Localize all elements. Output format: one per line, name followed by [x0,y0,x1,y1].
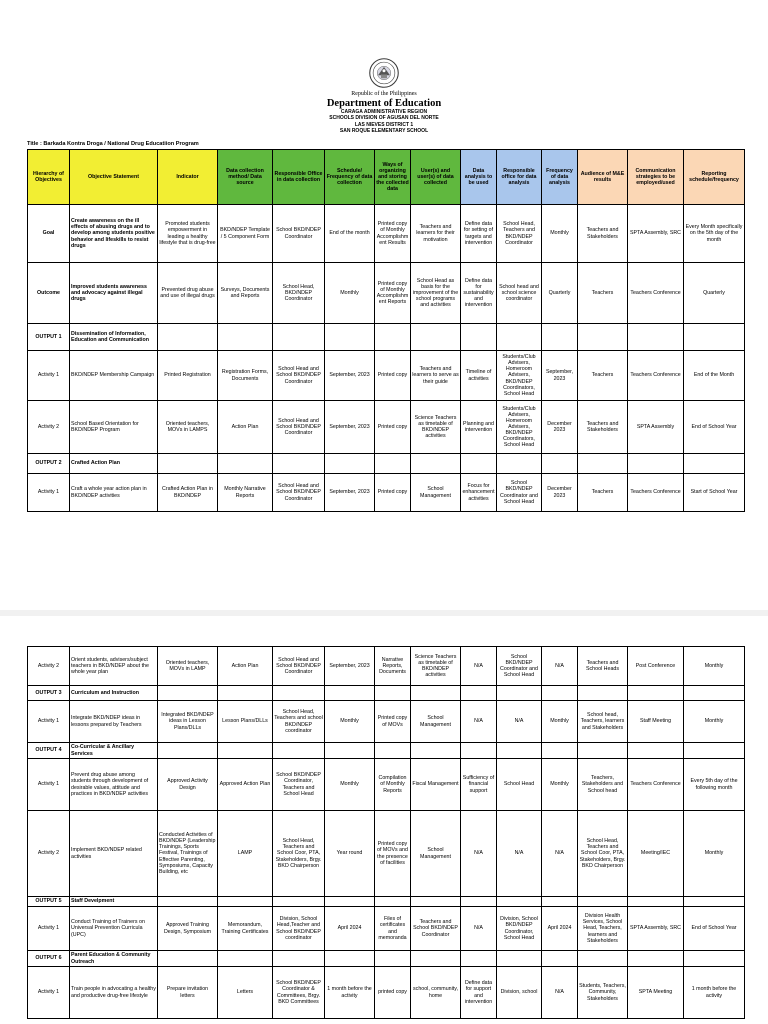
table-cell: Crafted Action Plan [70,454,158,474]
table-cell: Oriented teachers, MOVs in LAMPS [158,401,218,454]
table-cell: School Head, Teachers and school BKD/NDEP coordinator [273,701,325,743]
table-cell: Activity 2 [28,647,70,686]
table-cell [684,897,745,907]
column-header: User(s) and user(s) of data collected [411,150,461,205]
table-cell: Promoted students empowerment in leading a healthy lifestyle that is drug-free [158,205,218,263]
table-cell [497,743,542,759]
table-cell [578,743,628,759]
table-cell [461,686,497,701]
column-header: Data analysis to be used [461,150,497,205]
table-cell: School Head and School BKD/NDEP Coordinator [273,401,325,454]
table-cell: Teachers and learners for their motivation [411,205,461,263]
table-cell: 1 month before the activity [325,967,375,1019]
table-cell: Curriculum and Instruction [70,686,158,701]
table-cell: Memorandum, Training Certificates [218,907,273,951]
table-cell: 1 month before the activity [684,967,745,1019]
district-name: LAS NIEVES DISTRICT 1 [354,121,414,128]
column-header: Communication strategies to be employed/used [628,150,684,205]
table-cell: Approved Training Design, Symposium [158,907,218,951]
table-cell [411,897,461,907]
table-cell: School Management [411,811,461,897]
table-cell: Action Plan [218,647,273,686]
table-cell [375,454,411,474]
table-cell [375,686,411,701]
table-cell: N/A [461,811,497,897]
table-cell: School BKD/NDEP Coordinator and School Head [497,647,542,686]
table-cell: Teachers [578,351,628,401]
table-cell: Division, School BKD/NDEP Coordinator, School Head [497,907,542,951]
table-cell: LAMP [218,811,273,897]
table-cell [578,686,628,701]
table-cell: Post Conference [628,647,684,686]
table-cell [684,324,745,351]
table-cell [461,743,497,759]
table-cell: Narrative Reports, Documents [375,647,411,686]
table-cell: Activity 1 [28,907,70,951]
table-cell [684,686,745,701]
table-row [28,647,745,686]
table-cell [375,897,411,907]
table-row [28,474,745,512]
table-cell: December 2023 [542,474,578,512]
table-row [28,967,745,1019]
table-cell [684,743,745,759]
table-cell: Teachers [578,474,628,512]
table-cell: Activity 1 [28,759,70,811]
me-plan-table [27,149,745,512]
table-cell: April 2024 [325,907,375,951]
table-cell [542,324,578,351]
table-cell: Quarterly [542,263,578,324]
table-cell: Sufficiency of financial support [461,759,497,811]
table-cell: Start of School Year [684,474,745,512]
table-cell: Teachers Conference [628,759,684,811]
table-cell [158,324,218,351]
table-cell: Year round [325,811,375,897]
table-cell: School Head, Teachers and BKD/NDEP Coordinator [497,205,542,263]
table-cell: School Management [411,701,461,743]
table-cell: September, 2023 [325,401,375,454]
table-cell: School Head as basis for the improvement of the school programs and activities [411,263,461,324]
table-cell: Division, School Head,Teacher and School BKD/NDEP coordinator [273,907,325,951]
table-cell: Meeting/IEC [628,811,684,897]
table-cell [461,951,497,967]
table-cell: N/A [497,701,542,743]
table-cell: OUTPUT 3 [28,686,70,701]
output-row [28,324,745,351]
table-cell: School head and school science coordinator [497,263,542,324]
table-cell: School Head and School BKD/NDEP Coordinator [273,647,325,686]
table-cell: Monthly [684,811,745,897]
table-cell: Monthly [684,701,745,743]
table-cell: September, 2023 [542,351,578,401]
table-cell: Crafted Action Plan in BKD/NDEP [158,474,218,512]
table-cell [273,951,325,967]
table-cell: Conducted Activities of BKD/NDEP (Leadership Trainings, Sports Festival, Trainings of Effective Parenting, Symposiums, Capacity Building, etc [158,811,218,897]
table-cell: Teachers and School Heads [578,647,628,686]
table-cell: Division, school [497,967,542,1019]
table-cell [497,454,542,474]
table-cell [628,686,684,701]
column-header: Objective Statement [70,150,158,205]
table-cell [158,743,218,759]
table-cell: Teachers and School BKD/NDEP Coordinator [411,907,461,951]
table-cell [325,686,375,701]
table-cell [461,897,497,907]
table-cell: School Based Orientation for BKD/NDEP Program [70,401,158,454]
table-cell: Printed copy of Monthly Accomplishm ent Results [375,205,411,263]
table-cell: Staff Develpment [70,897,158,907]
table-cell: Registration Forms, Documents [218,351,273,401]
table-cell: OUTPUT 4 [28,743,70,759]
table-cell [218,951,273,967]
table-row [28,351,745,401]
me-plan-table-continued [27,646,745,1019]
document-page-2 [0,616,768,1024]
table-cell [411,743,461,759]
table-cell [542,743,578,759]
table-cell [273,743,325,759]
table-cell: SPTA Assembly, SRC [628,907,684,951]
table-cell [578,951,628,967]
table-cell: Monthly [325,701,375,743]
output-row [28,454,745,474]
table-cell: Timeline of activities [461,351,497,401]
table-cell: School BKD/NDEP Coordinator [273,205,325,263]
output-row [28,951,745,967]
table-cell [542,951,578,967]
table-cell: Every 5th day of the following month [684,759,745,811]
table-cell: Orient students, advisers/subject teachers in BKD/NDEP about the whole year plan [70,647,158,686]
table-cell: End of the month [325,205,375,263]
table-cell: Monthly [325,263,375,324]
table-cell: Letters [218,967,273,1019]
table-cell: Define data for support and intervention [461,967,497,1019]
table-cell: Monthly [542,759,578,811]
table-cell: Science Teachers as timetable of BKD/NDEP activities [411,401,461,454]
table-cell: Printed copy of MOVs and the presence of facilities [375,811,411,897]
output-row [28,686,745,701]
table-cell [325,897,375,907]
table-cell [158,951,218,967]
table-cell [628,743,684,759]
table-cell: BKD/NDEP Membership Campaign [70,351,158,401]
table-cell: Activity 2 [28,811,70,897]
table-cell: N/A [542,967,578,1019]
table-cell: Activity 1 [28,351,70,401]
deped-seal-icon [369,58,399,88]
table-cell: Activity 2 [28,401,70,454]
table-cell: School Head and School BKD/NDEP Coordinator [273,351,325,401]
table-cell: Printed copy [375,474,411,512]
table-cell [273,454,325,474]
column-header: Audience of M&E results [578,150,628,205]
table-cell: Printed Registration [158,351,218,401]
table-cell [542,686,578,701]
table-cell: Co-Curricular & Ancillary Services [70,743,158,759]
table-cell: School BKD/NDEP Coordinator and School Head [497,474,542,512]
table-cell: Teachers [578,263,628,324]
region-name: CARAGA ADMINISTRATIVE REGION [340,109,428,115]
table-cell [325,743,375,759]
table-cell: Dissemination of Information, Education and Communication [70,324,158,351]
table-cell: Focus for enhancement activities [461,474,497,512]
table-cell: September, 2023 [325,351,375,401]
table-row [28,759,745,811]
column-header: Hierarchy of Objectives [28,150,70,205]
table-cell: Science Teachers as timetable of BKD/NDEP activities [411,647,461,686]
output-row [28,897,745,907]
table-cell: Students, Teachers, Community, Stakeholders [578,967,628,1019]
table-row [28,907,745,951]
table-cell [411,454,461,474]
table-cell: Approved Action Plan [218,759,273,811]
table-cell: Lesson Plans/DLLs [218,701,273,743]
department-name: Department of Education [326,98,442,109]
table-cell: Planning and intervention [461,401,497,454]
table-cell [218,324,273,351]
table-cell [628,897,684,907]
table-cell: School Head, BKD/NDEP Coordinator [273,263,325,324]
table-cell [461,324,497,351]
table-cell [158,897,218,907]
table-cell [273,686,325,701]
table-cell [411,324,461,351]
table-cell [325,454,375,474]
letterhead [0,58,768,135]
table-cell: Parent Education & Community Outreach [70,951,158,967]
table-cell [273,897,325,907]
table-cell: Activity 1 [28,701,70,743]
table-cell: Monthly Narrative Reports [218,474,273,512]
table-cell: Students/Club Advisers, Homeroom Advisers, BKD/NDEP Coordinators, School Head [497,351,542,401]
table-cell: Integrate BKD/NDEP ideas in lessons prepared by Teachers [70,701,158,743]
table-cell [325,324,375,351]
table-cell: Students/Club Advisers, Homeroom Advisers, BKD/NDEP Coordinators, School Head [497,401,542,454]
output-row [28,743,745,759]
table-cell: Teachers Conference [628,474,684,512]
table-cell: Teachers and learners to serve as their guide [411,351,461,401]
table-cell: Quarterly [684,263,745,324]
table-cell [542,897,578,907]
table-cell [375,743,411,759]
table-cell [497,897,542,907]
table-cell [218,743,273,759]
table-row [28,701,745,743]
division-name: SCHOOLS DIVISION OF AGUSAN DEL NORTE [329,115,439,122]
table-cell: Outcome [28,263,70,324]
table-cell: OUTPUT 2 [28,454,70,474]
table-cell: N/A [461,647,497,686]
table-cell: School BKD/NDEP Coordinator, Teachers and School Head [273,759,325,811]
table-cell: End of School Year [684,907,745,951]
table-cell [497,686,542,701]
table-cell: OUTPUT 6 [28,951,70,967]
column-header: Schedule/ Frequency of data collection [325,150,375,205]
table-cell: N/A [497,811,542,897]
table-cell [461,454,497,474]
table-cell [158,686,218,701]
table-cell: September, 2023 [325,647,375,686]
table-cell: school, community, home [411,967,461,1019]
table-cell [578,324,628,351]
table-cell: Improved students awareness and advocacy against illegal drugs [70,263,158,324]
table-cell: Conduct Training of Trainers on Universal Prevention Curricula (UPC) [70,907,158,951]
table-cell: Monthly [542,701,578,743]
table-cell [273,324,325,351]
table-cell [218,686,273,701]
table-cell [684,454,745,474]
table-cell [628,324,684,351]
table-cell: Every Month specifically on the 5th day of the month [684,205,745,263]
column-header: Frequency of data analysis [542,150,578,205]
table-cell: Craft a whole year action plan in BKD/NDEP activities [70,474,158,512]
table-cell: Create awareness on the ill effects of abusing drugs and to develop among students positive behavior and lifeskills to resist drugs [70,205,158,263]
table-cell: printed copy [375,967,411,1019]
table-cell: School head, Teachers, learners and Stakeholders [578,701,628,743]
table-cell: Monthly [325,759,375,811]
column-header: Indicator [158,150,218,205]
table-cell: School Head, Teachers and School Coor, PTA, Stakeholders, Brgy. BKD Chairperson [273,811,325,897]
table-cell: September, 2023 [325,474,375,512]
table-cell: Prepare invitation letters [158,967,218,1019]
table-cell: Printed copy [375,351,411,401]
table-cell [218,897,273,907]
table-cell [628,951,684,967]
table-cell: School Management [411,474,461,512]
table-cell: Teachers and Stakeholders [578,205,628,263]
table-cell: Printed copy of Monthly Accomplishm ent Reports [375,263,411,324]
table-row [28,811,745,897]
table-cell: Prevent drug abuse among students through development of desirable values, attitude and practices in BKD/NDEP activities [70,759,158,811]
table-cell: Division Health Services, School Head, Teachers, learners and Stakeholders [578,907,628,951]
column-header: Ways of organizing and storing the collected data [375,150,411,205]
table-cell: Surveys, Documents and Reports [218,263,273,324]
table-cell: Activity 1 [28,967,70,1019]
table-cell: School Head [497,759,542,811]
table-cell: Approved Activity Design [158,759,218,811]
column-header: Reporting schedule/frequency [684,150,745,205]
table-cell: N/A [542,647,578,686]
table-row [28,205,745,263]
table-cell [325,951,375,967]
table-cell [684,951,745,967]
table-cell: Files of certificates and memoranda [375,907,411,951]
column-header: Responsible Office in data collection [273,150,325,205]
table-cell [375,324,411,351]
table-cell: SPTA Assembly [628,401,684,454]
table-cell [542,454,578,474]
column-header: Responsible office for data analysis [497,150,542,205]
table-cell: Teachers and Stakeholders [578,401,628,454]
table-cell: Activity 1 [28,474,70,512]
table-cell: Staff Meeting [628,701,684,743]
table-cell: End of School Year [684,401,745,454]
table-cell: OUTPUT 1 [28,324,70,351]
header-row [28,150,745,205]
table-row [28,401,745,454]
table-cell [158,454,218,474]
table-cell: OUTPUT 5 [28,897,70,907]
table-cell [578,897,628,907]
table-cell: Prevented drug abuse and use of illegal drugs [158,263,218,324]
table-cell [628,454,684,474]
table-cell: Monthly [684,647,745,686]
table-cell: Teachers Conference [628,263,684,324]
table-cell: Oriented teachers, MOVs in LAMP [158,647,218,686]
table-row [28,263,745,324]
table-cell: Printed copy of MOVs [375,701,411,743]
table-cell: School Head and School BKD/NDEP Coordinator [273,474,325,512]
table-cell: Train people in advocating a healthy and productive drug-free lifestyle [70,967,158,1019]
table-cell: April 2024 [542,907,578,951]
table-cell [411,686,461,701]
table-cell: Monthly [542,205,578,263]
table-cell: Action Plan [218,401,273,454]
table-cell: Teachers, Stakeholders and School head [578,759,628,811]
table-cell: Integrated BKD/NDEP ideas in Lesson Plans/DLLs [158,701,218,743]
table-cell: N/A [542,811,578,897]
table-cell: December 2023 [542,401,578,454]
table-cell: N/A [461,907,497,951]
table-cell: School Head, Teachers and School Coor, PTA, Stakeholders, Brgy. BKD Chairperson [578,811,628,897]
table-cell [411,951,461,967]
table-cell [497,324,542,351]
table-cell: End of the Month [684,351,745,401]
republic-line: Republic of the Philippines [351,91,417,97]
table-cell [578,454,628,474]
table-cell [497,951,542,967]
table-cell: Define data for setting of targets and intervention [461,205,497,263]
table-cell [218,454,273,474]
document-title: Title : Barkada Kontra Droga / National Drug Educatiion Program [27,141,199,147]
table-cell: Define data for sustainability and intervention [461,263,497,324]
column-header: Data collection method/ Data source [218,150,273,205]
table-cell: N/A [461,701,497,743]
school-name: SAN ROQUE ELEMENTARY SCHOOL [339,128,429,135]
table-cell: SPTA Assembly, SRC [628,205,684,263]
table-cell: Goal [28,205,70,263]
table-cell [375,951,411,967]
table-cell: Implement BKD/NDEP related activities [70,811,158,897]
table-cell: Printed copy [375,401,411,454]
table-cell: Fiscal Management [411,759,461,811]
table-cell: School BKD/NDEP Coordinator & Committees, Brgy. BKD Committees [273,967,325,1019]
table-cell: Compilation of Monthly Reports [375,759,411,811]
table-cell: BKD/NDEP Template / 5 Component Form [218,205,273,263]
table-cell: SPTA Meeting [628,967,684,1019]
table-cell: Teachers Conference [628,351,684,401]
